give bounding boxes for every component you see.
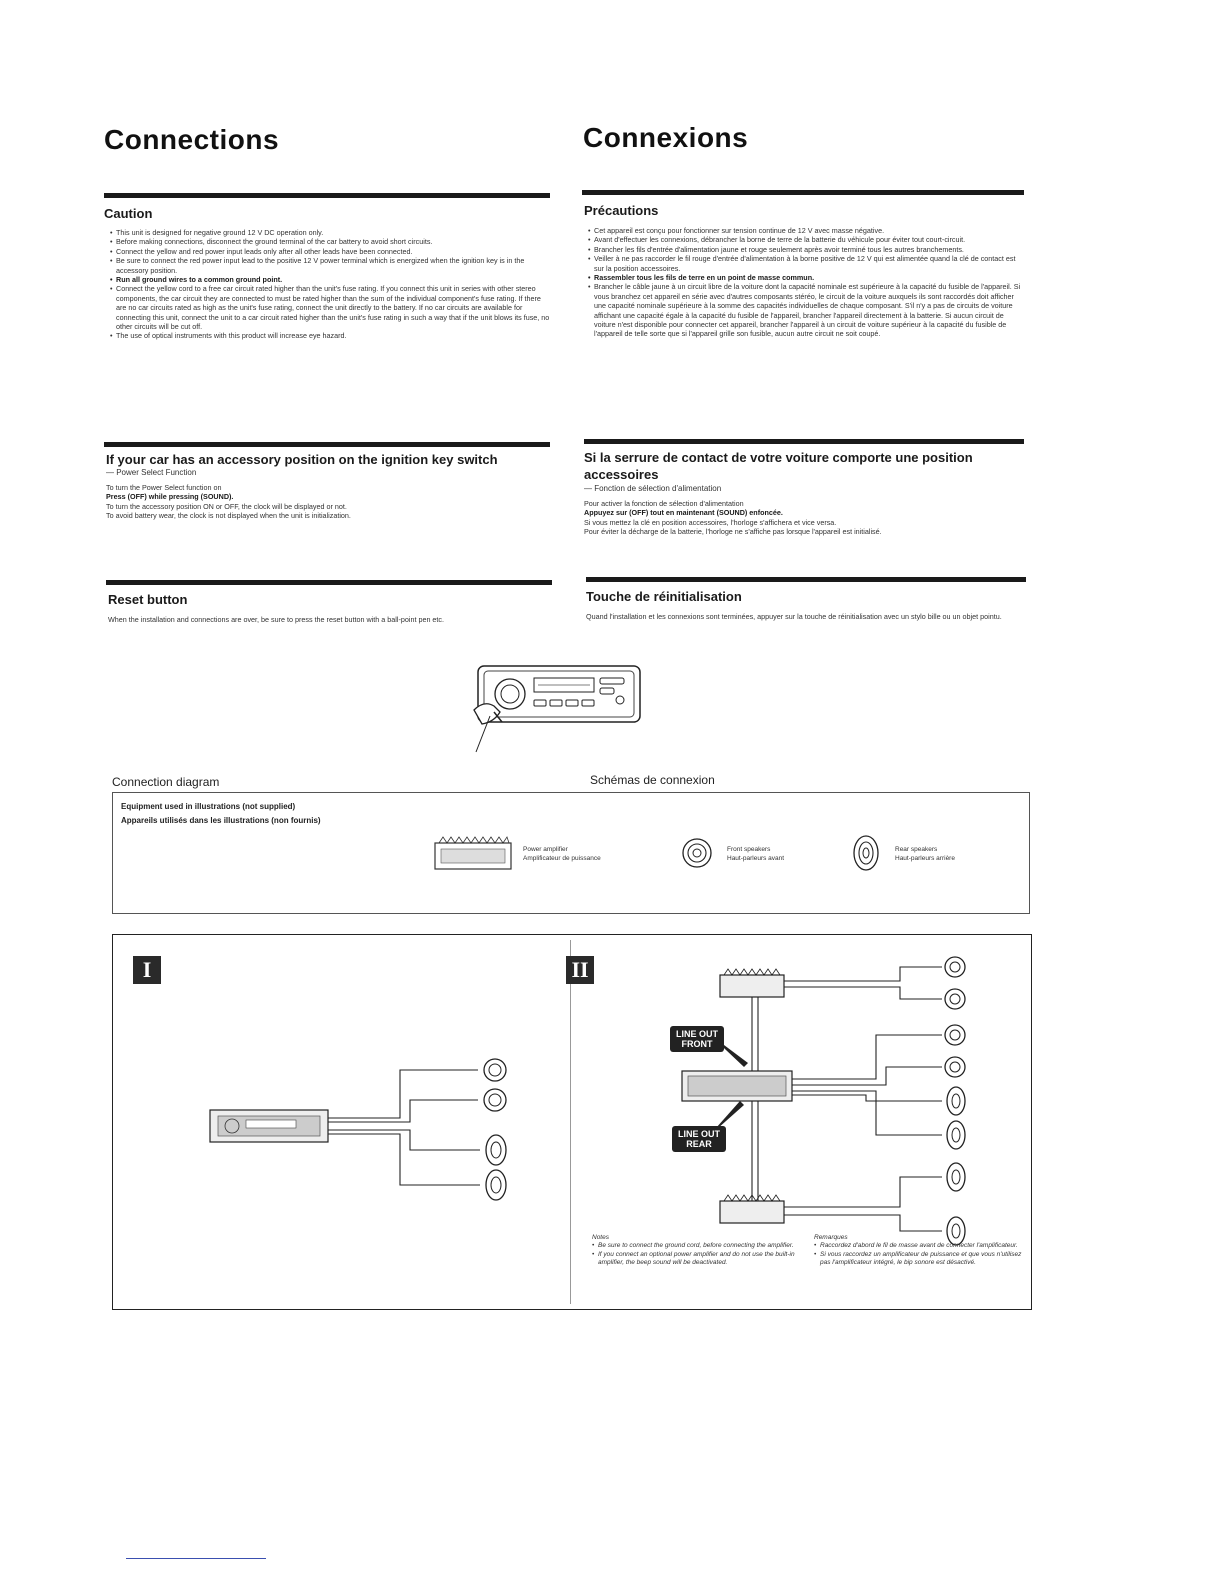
panel-numeral-2: II: [566, 956, 594, 984]
reset-heading-fr: Touche de réinitialisation: [586, 589, 742, 604]
head-unit-reset-illustration: [470, 660, 650, 760]
accessory-line: Si vous mettez la clé en position accessoires, l'horloge s'affichera et vice versa.: [584, 517, 837, 527]
notes-fr: [814, 1234, 1026, 1268]
badge-line: LINE OUT: [676, 1029, 718, 1039]
accessory-line: To avoid battery wear, the clock is not displayed when the unit is initialization.: [106, 511, 351, 521]
caution-item: • This unit is designed for negative ground 12 V DC operation only.: [110, 228, 550, 237]
notes-en: [592, 1234, 804, 1268]
section-rule: [584, 439, 1024, 444]
caution-item: • Be sure to connect the red power input lead to the positive 12 V power terminal which is energized when the ignition key is in the accessory position.: [110, 256, 550, 275]
accessory-line: Pour éviter la décharge de la batterie, l'horloge ne s'affiche pas lorsque l'appareil est initialisé.: [584, 527, 882, 537]
equipment-item: [523, 845, 601, 863]
panel-divider: [570, 940, 571, 1304]
panel-numeral-1: I: [133, 956, 161, 984]
accessory-section-en: [106, 452, 550, 521]
caution-item: • Before making connections, disconnect the ground terminal of the car battery to avoid short circuits.: [110, 237, 550, 246]
accessory-line: Press (OFF) while pressing (SOUND).: [106, 492, 234, 502]
section-rule: [104, 442, 550, 447]
equipment-box: [112, 792, 1030, 914]
caution-heading: Caution: [104, 206, 153, 221]
equipment-title-en: Equipment used in illustrations (not supplied): [121, 802, 296, 811]
accessory-subheading-fr: — Fonction de sélection d'alimentation: [584, 484, 722, 493]
accessory-line: To turn the accessory position ON or OFF, the clock will be displayed or not.: [106, 501, 347, 511]
accessory-section-fr: [584, 449, 1024, 537]
diagram-panel-1: [200, 1050, 530, 1210]
caution-item: • Cet appareil est conçu pour fonctionner sur tension continue de 12 V avec masse négative.: [588, 226, 1024, 235]
schemas-connexion-label: Schémas de connexion: [590, 773, 715, 787]
accessory-line: To turn the Power Select function on: [106, 483, 222, 492]
note-item: • Be sure to connect the ground cord, before connecting the amplifier.: [592, 1242, 804, 1250]
caution-item: • Connect the yellow and red power input leads only after all other leads have been connected.: [110, 247, 550, 256]
accessory-subheading-en: — Power Select Function: [106, 468, 197, 477]
notes-heading-en: Notes: [592, 1234, 609, 1241]
badge-line: FRONT: [681, 1039, 713, 1049]
footer-line: [126, 1558, 266, 1559]
equipment-item: [727, 845, 784, 863]
diagram-panel-2: [640, 955, 980, 1255]
power-amplifier-icon: [433, 835, 513, 871]
title-connexions: Connexions: [583, 122, 749, 153]
caution-item: • Avant d'effectuer les connexions, débrancher la borne de terre de la batterie du véhicule pour éviter tout court-circuit.: [588, 235, 1024, 244]
caution-list-fr: [588, 226, 1024, 339]
caution-list-en: [110, 228, 550, 341]
note-item: • Raccordez d'abord le fil de masse avant de connecter l'amplificateur.: [814, 1242, 1026, 1250]
reset-text-en: When the installation and connections are over, be sure to press the reset button with a ball-point pen etc.: [108, 615, 445, 624]
connection-diagram-label: Connection diagram: [112, 775, 220, 789]
caution-item: • Brancher le câble jaune à un circuit libre de la voiture dont la capacité nominale est supérieure à la capacité du fusible de l'appareil. Si vous branchez cet appareil en série avec d'autres composants stéréo, le circuit de la voiture auxquels ils sont raccordés doit afficher une capacité nominale supérieure à la somme des capacités individuelles de chaque composant. S'il n'y a pas de circuits de voiture affichant une capacité égale à la capacité du fusible de l'appareil, brancher l'appareil directement à la batterie. Si aucun circuit de voiture n'est disponible pour connecter cet appareil, brancher l'appareil à un circuit de voiture supérieur à la capacité du fusible de l'appareil de telle sorte que si l'appareil grille son fusible, aucun autre circuit ne soit coupé.: [588, 282, 1024, 338]
notes-heading-fr: Remarques: [814, 1234, 848, 1241]
caution-item: • Veiller à ne pas raccorder le fil rouge d'entrée d'alimentation à la borne positive de 12 V qui est alimentée quand la clé de contact est sur la position accessoires.: [588, 254, 1024, 273]
line-out-front-badge: [670, 1026, 724, 1052]
caution-item: • Run all ground wires to a common ground point.: [110, 275, 550, 284]
accessory-line: Pour activer la fonction de sélection d'alimentation: [584, 499, 744, 508]
caution-item: • The use of optical instruments with this product will increase eye hazard.: [110, 331, 550, 340]
equipment-name-en: Front speakers: [727, 846, 771, 853]
accessory-heading-en: If your car has an accessory position on the ignition key switch: [106, 452, 498, 467]
rear-speaker-icon: [851, 833, 881, 873]
line-out-rear-badge: [672, 1126, 726, 1152]
section-rule: [586, 577, 1026, 582]
badge-line: REAR: [686, 1139, 712, 1149]
equipment-name-en: Power amplifier: [523, 846, 568, 853]
caution-item: • Connect the yellow cord to a free car circuit rated higher than the unit's fuse rating. If you connect this unit in series with other stereo components, the car circuit they are connected to must be rated higher than the sum of the individual component's fuse rating. If there are no car circuits rated as high as the unit's fuse rating, connect the unit directly to the battery. If no car circuits are available for connecting this unit, connect the unit to a car circuit rated higher than the unit's fuse rating in such a way that if the unit blows its fuse, no other circuits will be cut off.: [110, 284, 550, 331]
front-speaker-icon: [681, 837, 713, 869]
reset-text-fr: Quand l'installation et les connexions sont terminées, appuyer sur la touche de réinitialisation avec un stylo bille ou un objet pointu.: [586, 612, 1002, 621]
note-item: • If you connect an optional power amplifier and do not use the built-in amplifier, the beep sound will be deactivated.: [592, 1251, 804, 1268]
equipment-item: [895, 845, 955, 863]
equipment-name-fr: Haut-parleurs avant: [727, 855, 785, 862]
badge-line: LINE OUT: [678, 1129, 720, 1139]
section-rule: [106, 580, 552, 585]
equipment-title-fr: Appareils utilisés dans les illustrations (non fournis): [121, 816, 321, 825]
title-connections: Connections: [104, 124, 280, 155]
caution-item: • Rassembler tous les fils de terre en un point de masse commun.: [588, 273, 1024, 282]
reset-heading-en: Reset button: [108, 592, 188, 607]
equipment-name-fr: Amplificateur de puissance: [523, 855, 601, 862]
note-item: • Si vous raccordez un amplificateur de puissance et que vous n'utilisez pas l'amplificateur intégré, le bip sonore est désactivé.: [814, 1251, 1026, 1268]
precautions-heading: Précautions: [584, 203, 659, 218]
accessory-heading-fr: Si la serrure de contact de votre voiture comporte une position accessoires: [584, 450, 973, 482]
accessory-line: Appuyez sur (OFF) tout en maintenant (SOUND) enfoncée.: [584, 508, 783, 518]
caution-item: • Brancher les fils d'entrée d'alimentation jaune et rouge seulement après avoir terminé tous les autres branchements.: [588, 245, 1024, 254]
equipment-name-fr: Haut-parleurs arrière: [895, 855, 955, 862]
equipment-name-en: Rear speakers: [895, 846, 938, 853]
section-rule: [104, 193, 550, 198]
section-rule: [582, 190, 1024, 195]
